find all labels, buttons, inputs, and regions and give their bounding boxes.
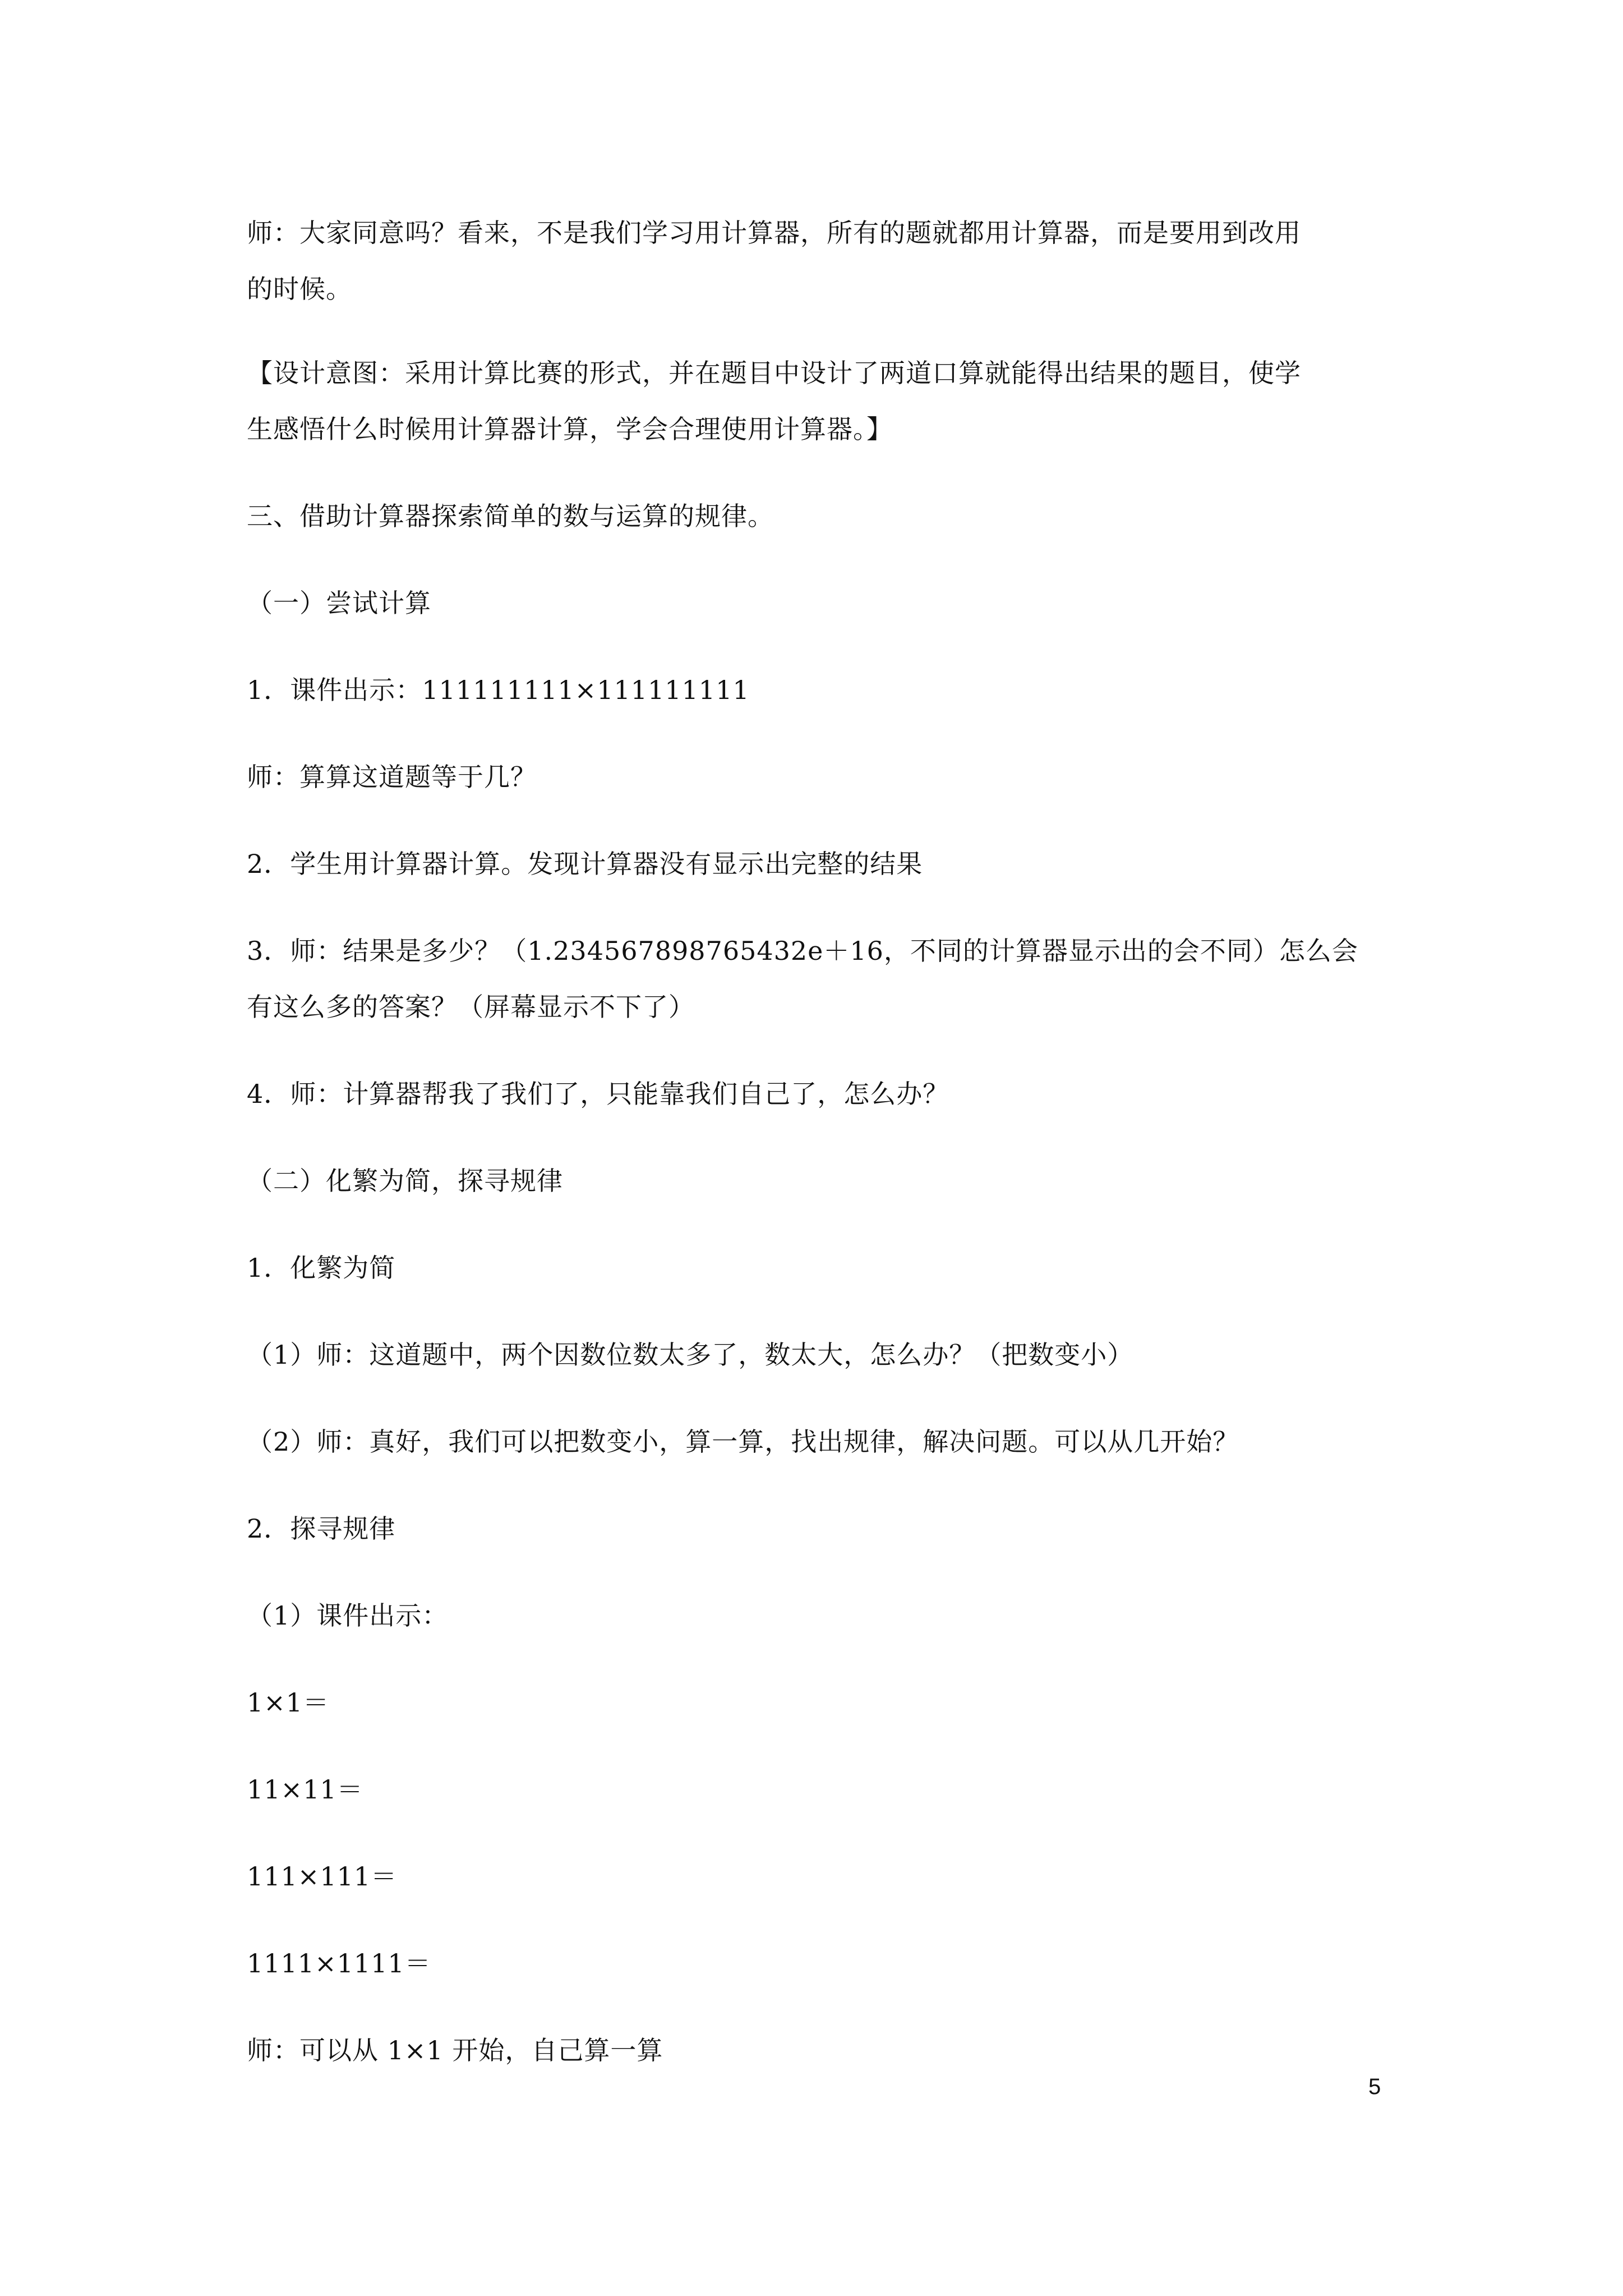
section-heading: 三、借助计算器探索简单的数与运算的规律。 xyxy=(247,501,774,531)
text-line: 3．师：结果是多少？（1.234567898765432e＋16，不同的计算器显示出的会不同）怎么会 xyxy=(247,936,1358,966)
equation-line: 11×11＝ xyxy=(247,1774,363,1805)
text-line: （2）师：真好，我们可以把数变小，算一算，找出规律，解决问题。可以从几开始？ xyxy=(247,1427,1239,1457)
subsection-heading: （二）化繁为简，探寻规律 xyxy=(247,1166,563,1196)
text-line: 师：大家同意吗？看来，不是我们学习用计算器，所有的题就都用计算器，而是要用到改用 xyxy=(247,218,1301,248)
text-line: （1）师：这道题中，两个因数位数太多了，数太大，怎么办？（把数变小） xyxy=(247,1340,1134,1370)
page-number: 5 xyxy=(1368,2074,1381,2099)
equation-line: 111×111＝ xyxy=(247,1861,398,1892)
equation-line: 1×1＝ xyxy=(247,1687,330,1718)
text-line: 2．探寻规律 xyxy=(247,1513,396,1544)
text-line: 1．课件出示：111111111×111111111 xyxy=(247,675,750,705)
design-intent-line: 生感悟什么时候用计算器计算，学会合理使用计算器。】 xyxy=(247,414,893,444)
text-line: 有这么多的答案？（屏幕显示不下了） xyxy=(247,992,695,1022)
text-line: 师：算算这道题等于几？ xyxy=(247,762,537,792)
subsection-heading: （一）尝试计算 xyxy=(247,588,431,618)
design-intent-line: 【设计意图：采用计算比赛的形式，并在题目中设计了两道口算就能得出结果的题目，使学 xyxy=(247,358,1301,388)
text-line: 的时候。 xyxy=(247,274,352,304)
text-line: （1）课件出示： xyxy=(247,1600,449,1631)
text-line: 1．化繁为简 xyxy=(247,1253,396,1283)
text-line: 4．师：计算器帮我了我们了，只能靠我们自己了，怎么办？ xyxy=(247,1079,949,1109)
text-line: 师：可以从 1×1 开始，自己算一算 xyxy=(247,2035,663,2065)
text-line: 2．学生用计算器计算。发现计算器没有显示出完整的结果 xyxy=(247,849,923,879)
equation-line: 1111×1111＝ xyxy=(247,1948,431,1978)
